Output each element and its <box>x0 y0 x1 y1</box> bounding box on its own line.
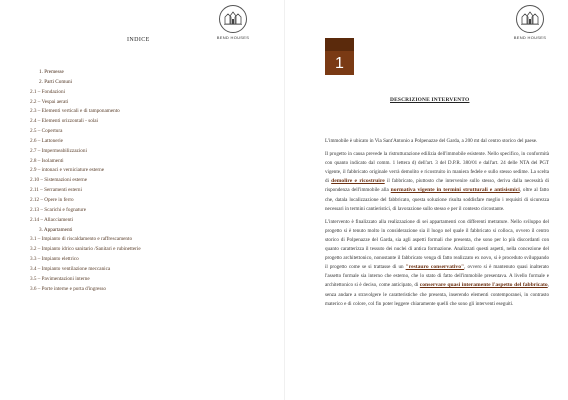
content-page <box>284 0 568 400</box>
toc-item[interactable]: 3.6 – Porte interne e porta d'ingresso <box>30 285 106 292</box>
toc-item[interactable]: 2.10 – Sistemazioni esterne <box>30 177 88 184</box>
bend-houses-seal <box>516 5 544 33</box>
section-title: DESCRIZIONE INTERVENTO <box>390 97 470 103</box>
toc-item[interactable]: 1. Premesse <box>39 69 64 75</box>
toc-item[interactable]: 2.1 – Fondazioni <box>30 88 66 95</box>
bend-houses-seal <box>219 5 247 33</box>
highlight-text: normativa vigente in termini strutturali e antisismici <box>390 187 520 194</box>
toc-item[interactable]: 2.3 – Elementi verticali e di tamponamento <box>30 108 120 115</box>
logo <box>213 5 253 40</box>
chapter-number-box <box>325 38 354 75</box>
logo-brand-text: BEND HOUSES <box>513 35 547 40</box>
paragraph: Il progetto in causa prevede la ristrutturazione edilizia dell'immobile esistente. Nello specifico, in conformità con quanto indicato dal comm. 1 lettera d) dell'art. 3 del D.P.R. 380/01 e dall'art. 24 delle NTA del PGT vigente, il fabbricato originale verrà demolito e ricostruito in maniera fedele e sullo stesso sedime. La scelta di demolire e ricostruire il fabbricato, piuttosto che intervenire sullo stesso, deriva dalla necessità di rispondenza dell'immobile alla normativa vigente in termini strutturali e antisismici, oltre al fatto che, datala localizzazione del fabbricato, questa soluzione risulta soddisfare meglio i requisiti di sicurezza necessari in termini cantieristici, di lavorazione sullo stesso e per il contesto circostante. <box>325 151 549 212</box>
toc-item[interactable]: 2.6 – Lattonerie <box>30 137 63 144</box>
toc-item[interactable]: 2.7 – Impermeabilizzazioni <box>30 147 87 154</box>
toc-item[interactable]: 3.3 – Impianto elettrico <box>30 256 79 263</box>
toc-item[interactable]: 2.11 – Serramenti esterni <box>30 187 82 194</box>
toc-item[interactable]: 2.12 – Opere in ferro <box>30 196 74 203</box>
highlight-text: "restauro conservativo" <box>405 264 465 271</box>
toc-item[interactable]: 2.14 – Allacciamenti <box>30 216 74 223</box>
highlight-text: demolire e ricostruire <box>331 178 385 185</box>
toc-item[interactable]: 2.2 – Vespai aerati <box>30 98 69 105</box>
highlight-text: conservare quasi interamente l'aspetto del fabbricato <box>419 282 548 289</box>
section-body <box>325 137 549 313</box>
toc-item[interactable]: 3. Appartamenti <box>39 226 73 233</box>
toc-item[interactable]: 2.13 – Scarichi e fognature <box>30 206 87 213</box>
logo-brand-text: BEND HOUSES <box>216 35 250 40</box>
toc-item[interactable]: 2.8 – Isolamenti <box>30 157 64 164</box>
paragraph: L'immobile è ubicato in Via Sant'Antonio a Polpenazze del Garda, a 200 mt dal centro storico del paese. <box>325 138 538 144</box>
toc-item[interactable]: 2.9 – intonaci e verniciature esterne <box>30 167 105 174</box>
chapter-number: 1 <box>335 55 344 72</box>
logo <box>510 5 550 40</box>
toc-item[interactable]: 2. Parti Comuni <box>39 78 72 85</box>
toc-item[interactable]: 3.1 – Impianto di riscaldamento e raffrescamento <box>30 236 133 243</box>
toc-item[interactable]: 2.5 – Copertura <box>30 128 63 135</box>
toc-item[interactable]: 3.2 – Impianto idrico sanitario /Sanitari e rubinetterie <box>30 246 141 253</box>
toc-item[interactable]: 3.4 – Impianto ventilazione meccanica <box>30 265 111 272</box>
toc-item[interactable]: 3.5 – Pavimentazioni interne <box>30 275 90 282</box>
paragraph: L'intervento è finalizzato alla realizzazione di sei appartamenti con differenti metrature. Nello sviluppo del progetto si è tenuto molto in considerazione sia il luogo nel quale il fabbricato si colloca, ovvero il centro storico di Polpenazze del Garda, sia agli aspetti formali che presenta, che sono per lo più discordanti con quanto caratterizza il tessuto dei nuclei di antica formazione. Analizzati questi aspetti, nella concezione del progetto architettonico, nonostante il fabbricato venga di fatto realizzato ex novo, si è proceduto sviluppando il progetto come se si trattasse di un "restauro conservativo", ovvero si è mantenuto quasi inalterato l'assetto formale sia interno che esterno, che lo stato di fatto dell'immobile presentava. A livello formale e architettonico si è deciso, come anticipato, di conservare quasi interamente l'aspetto del fabbricato, senza andare a stravolgere le caratteristiche che presenta, inserendo elementi contemporanei, in contrasto materico e di colore, col fin poter leggere chiaramente quelli che sono gli interventi eseguiti. <box>325 218 550 307</box>
index-title: INDICE <box>127 37 150 43</box>
table-of-contents <box>30 68 230 294</box>
toc-item[interactable]: 2.4 – Elementi orizzontali - solai <box>30 118 98 125</box>
